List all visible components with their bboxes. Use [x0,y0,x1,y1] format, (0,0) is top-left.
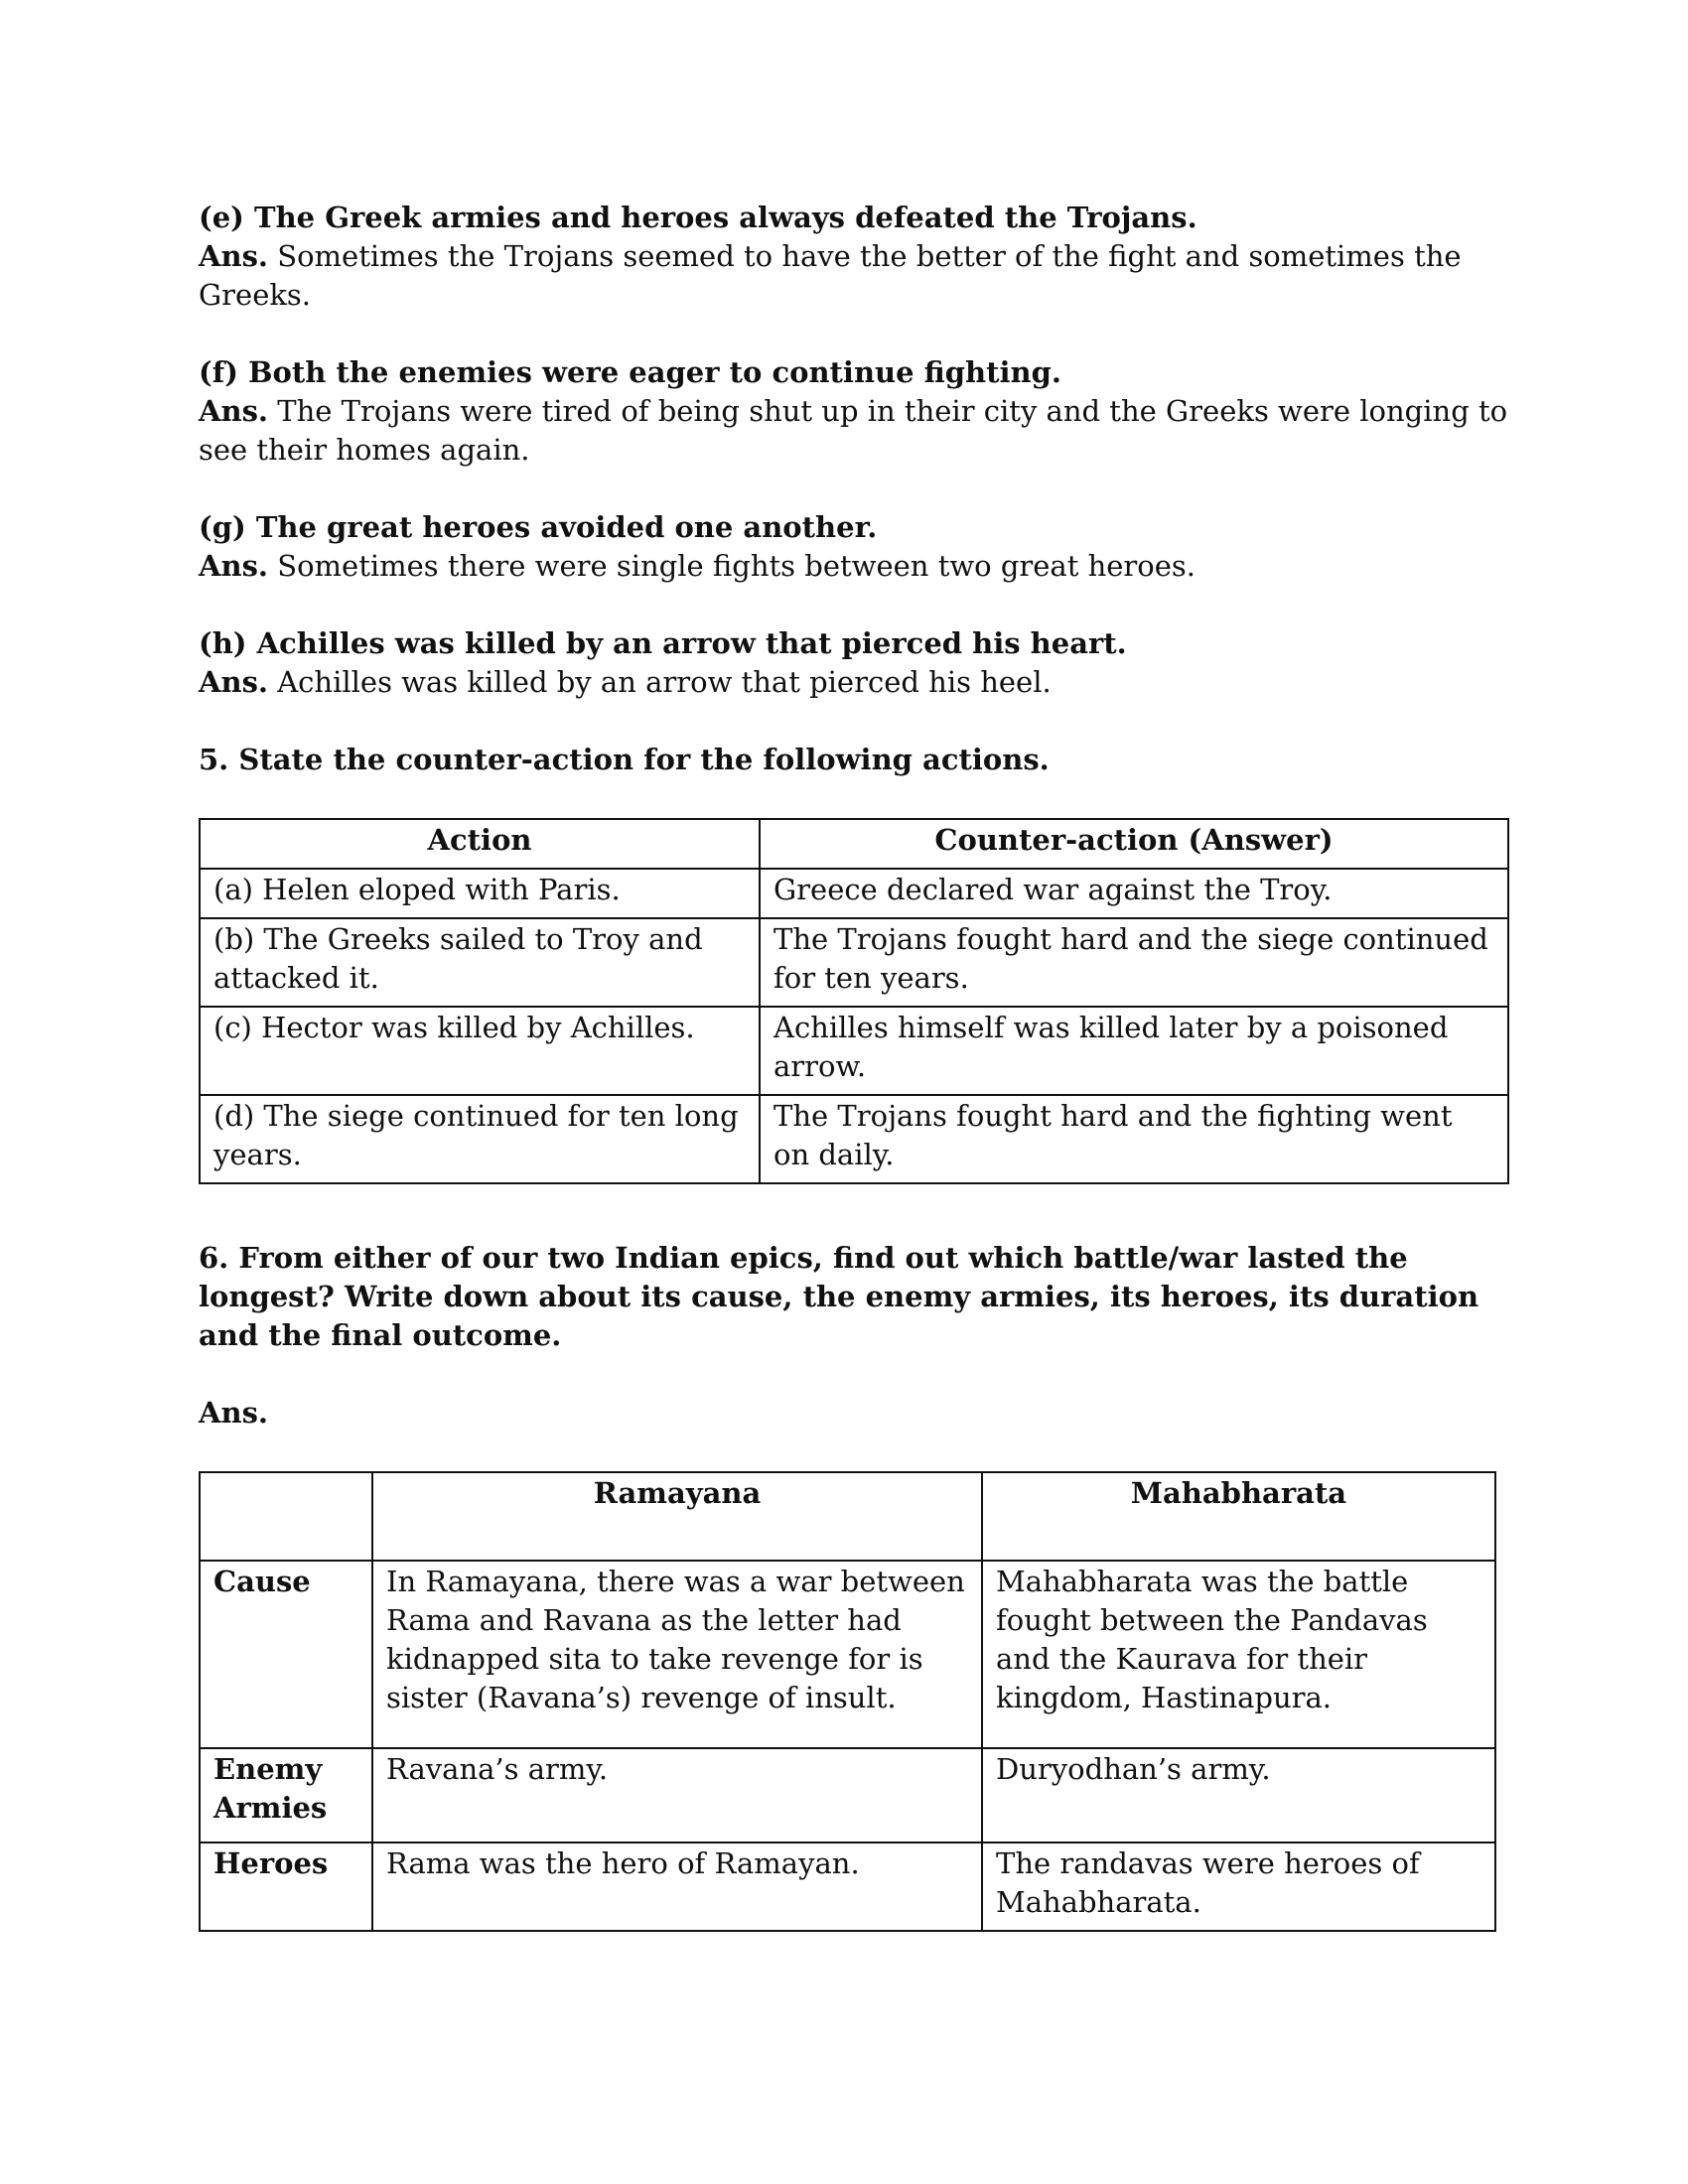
ramayana-cell: Ravana’s army. [372,1748,982,1843]
answer-body: The Trojans were tired of being shut up in their city and the Greeks were longing to see their homes again. [199,394,1508,467]
question-5-heading: 5. State the counter-action for the following actions. [199,743,1050,776]
answer-label: Ans. [199,239,269,273]
answer-body: Sometimes there were single fights between two great heroes. [268,549,1196,583]
answer-text [199,237,1509,315]
counter-action-cell: Greece declared war against the Troy. [760,869,1508,918]
mahabharata-cell: Duryodhan’s army. [982,1748,1495,1843]
column-header-blank [200,1472,372,1561]
answer-text [199,392,1509,470]
table-header-row [200,819,1508,869]
ramayana-cell: In Ramayana, there was a war between Rama and Ravana as the letter had kidnapped sita to take revenge for is sister (Ravana’s) revenge of insult. [372,1561,982,1748]
counter-action-table [199,818,1509,1184]
action-cell: (d) The siege continued for ten long years. [200,1095,760,1183]
question-6-answer-label: Ans. [199,1396,269,1430]
table-row [200,869,1508,918]
action-cell: (c) Hector was killed by Achilles. [200,1007,760,1095]
table-row [200,1095,1508,1183]
mahabharata-cell: Mahabharata was the battle fought between the Pandavas and the Kaurava for their kingdom, Hastinapura. [982,1561,1495,1748]
table-row-heroes [200,1843,1495,1931]
column-header-action: Action [200,819,760,869]
qa-item-e [199,199,1509,315]
answer-label: Ans. [199,549,269,583]
table-row-cause [200,1561,1495,1748]
action-cell: (a) Helen eloped with Paris. [200,869,760,918]
column-header-mahabharata: Mahabharata [982,1472,1495,1561]
counter-action-cell: The Trojans fought hard and the fighting went on daily. [760,1095,1508,1183]
table-row-enemy-armies [200,1748,1495,1843]
row-header: Enemy Armies [200,1748,372,1843]
answer-text [199,547,1509,586]
mahabharata-cell: The randavas were heroes of Mahabharata. [982,1843,1495,1931]
table-header-row [200,1472,1495,1561]
answer-body: Achilles was killed by an arrow that pierced his heel. [268,665,1052,699]
question-text: (g) The great heroes avoided one another. [199,510,878,544]
column-header-ramayana: Ramayana [372,1472,982,1561]
table-row [200,918,1508,1007]
document-page [199,199,1509,1932]
column-header-counter-action: Counter-action (Answer) [760,819,1508,869]
row-header: Cause [200,1561,372,1748]
action-cell: (b) The Greeks sailed to Troy and attacked it. [200,918,760,1007]
question-text: (h) Achilles was killed by an arrow that pierced his heart. [199,626,1127,660]
question-text: (e) The Greek armies and heroes always defeated the Trojans. [199,201,1197,234]
answer-label: Ans. [199,665,269,699]
qa-item-f [199,353,1509,470]
question-text: (f) Both the enemies were eager to continue fighting. [199,355,1061,389]
answer-body: Sometimes the Trojans seemed to have the better of the fight and sometimes the Greeks. [199,239,1462,312]
ramayana-cell: Rama was the hero of Ramayan. [372,1843,982,1931]
answer-label: Ans. [199,394,269,428]
qa-item-h [199,624,1509,702]
table-row [200,1007,1508,1095]
epics-comparison-table [199,1471,1496,1932]
question-6-heading: 6. From either of our two Indian epics, find out which battle/war lasted the longest? Write down about its cause, the enemy armies, its heroes, its duration and the final outcome. [199,1241,1479,1352]
qa-item-g [199,508,1509,586]
counter-action-cell: The Trojans fought hard and the siege continued for ten years. [760,918,1508,1007]
row-header: Heroes [200,1843,372,1931]
answer-text [199,663,1509,702]
counter-action-cell: Achilles himself was killed later by a poisoned arrow. [760,1007,1508,1095]
